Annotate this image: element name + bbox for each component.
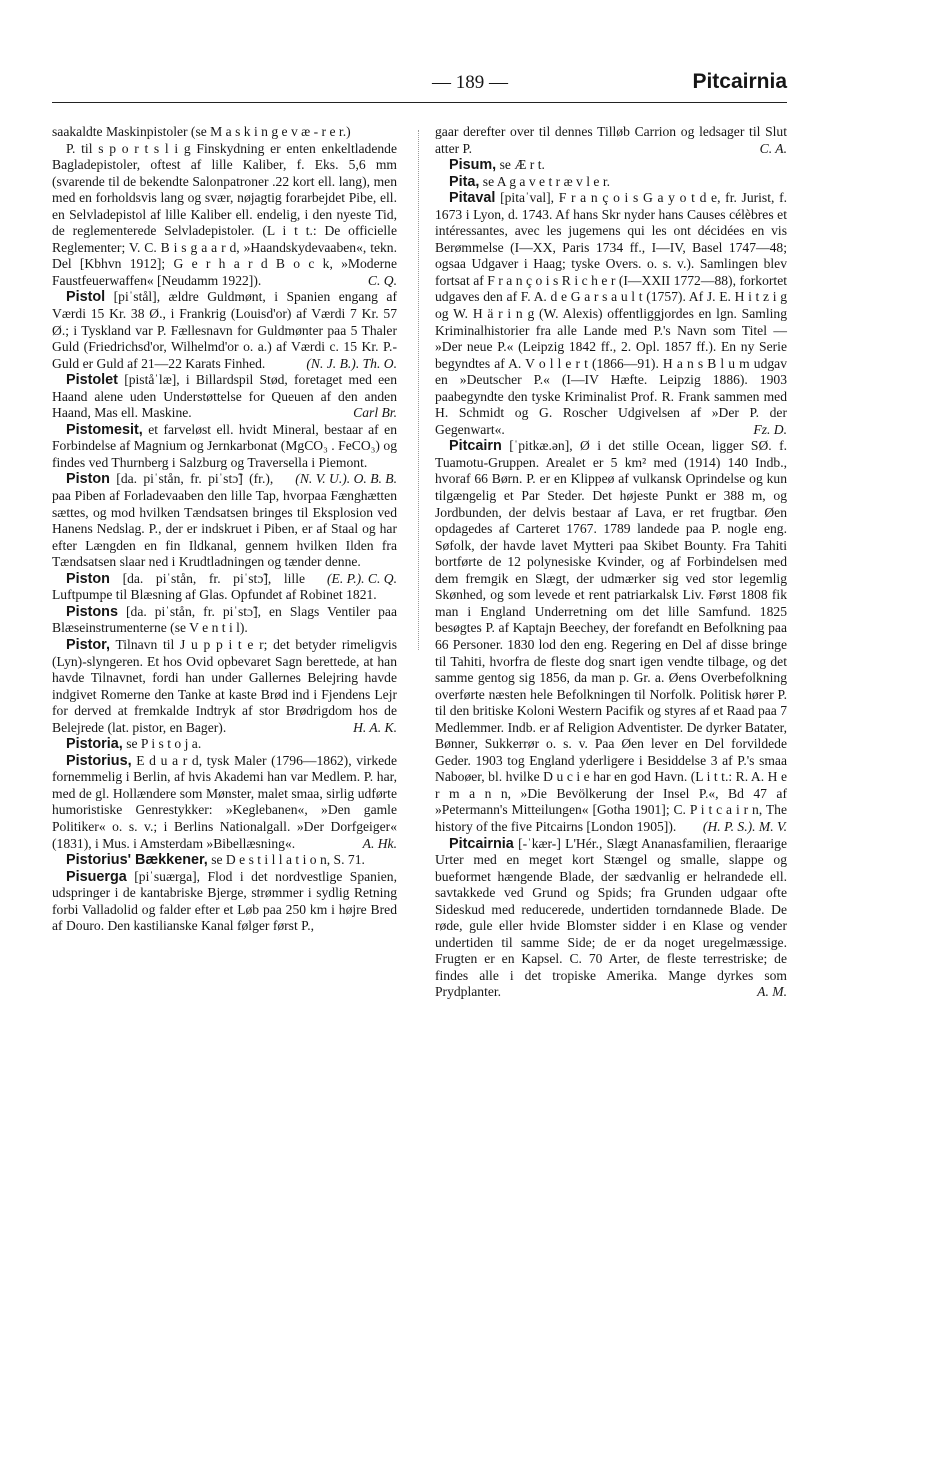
entry-headword: Pitaval (449, 190, 496, 207)
entry-text: [da. piˈstån, fr. piˈstɔ̃], en Slags Ventiler paa Blæseinstrumenterne (se V e n t i l). (52, 603, 397, 636)
dictionary-entry (52, 604, 397, 637)
entry-headword: Pistorius, (66, 752, 132, 769)
entry-text: se Æ r t. (499, 157, 545, 173)
entry-text: et farveløst ell. hvidt Mineral, bestaar af en Forbindelse af Magnium og Jernkarbonat (MgCO₃ . FeCO₃) og findes ved Thurnberg i Salzburg og Traversella i Piemont. (52, 421, 397, 470)
left-column (52, 124, 397, 935)
dictionary-entry (52, 736, 397, 753)
entry-headword: Piston (66, 570, 110, 587)
entry-text: [piståˈlæ], i Billardspil Stød, foretaget med een Haand alene uden Understøttelse for Queuen af den anden Haand, Mas ell. Maskine. (52, 372, 397, 421)
page-number: — 189 — (432, 72, 508, 93)
dictionary-entry (52, 637, 397, 736)
entry-signature: (N. J. B.). Th. O. (306, 355, 397, 371)
entry-signature: (E. P.). C. Q. (327, 570, 397, 586)
entry-text: Tilnavn til J u p p i t e r; det betyder rimeligvis (Lyn)-slyngeren. Et hos Ovid opbevaret Sagn berettede, at han havde Tilnavnet, fordi han under Gallernes Belejring havde indgivet Romerne den Tanke at kaste Brød ind i Fjendens Lejr for derved at fremkalde Indtryk af stor Brødrigdom hos de Belejrede (lat. pistor, en Bager). (52, 636, 397, 735)
entry-headword: Pitcairnia (449, 835, 514, 852)
entry-text: [ˈpitkæ.ən], Ø i det stille Ocean, ligger SØ. f. Tuamotu-Gruppen. Arealet er 5 km² med (1914) 140 Indb., hvoraf 66 Børn. P. er en Klippeø af vulkansk Oprindelse og kun tilgængelig et Par Steder. Det højeste Punkt er 388 m, og Jordbunden, der delvis bestaar af Lava, er ret frugtbar. Øen opdagedes af Carteret 1767. 1789 landede paa P. nogle eng. Søfolk, der havde lavet Mytteri paa Skibet Bounty. Fra Tahiti bortførte de 12 polynesiske Kvinder, og af Forbindelsen med dem fremgik en Slægt, der udmærker sig ved stor legemlig Skønhed, og som levede et rent patriarkalsk Liv. Først 1808 fik man i England Underretning om det lille Samfund. 1825 besøgtes P. af Kaptajn Beechey, der forefandt en Befolkning paa 66 Personer. 1830 lod den eng. Regering en Del af disse bringe til Tahiti, hvorfra de fleste dog snart igen vendte tilbage, og det samme gentog sig 1856, da man p. Gr. a. Øens Overbefolkning overførte næsten hele Befolkningen til Norfolk. Politisk hører P. til den britiske Koloni Western Pacifik og styres af et Raad paa 7 Medlemmer. Indb. er af Religion Adventister. De dyrker Batater, Bønner, Sukkerrør o. s. v. Paa Øen lever en Del forvildede Geder. 1903 tog England yderligere i Besiddelse 3 af P.'s smaa Naboøer, bl. hvilke D u c i e har en god Havn. (L i t t.: R. A. H e r m a n n, »Die Bevölkerung der Insel P.«, Bd 47 af »Petermann's Mitteilungen« [Gotha 1901]; C. P i t c a i r n, The history of the five Pitcairns [London 1905]). (435, 438, 788, 834)
entry-text: se A g a v e t r æ v l e r. (482, 173, 611, 189)
entry-signature: Fz. D. (753, 421, 787, 437)
right-column (435, 124, 787, 1001)
dictionary-entry (52, 869, 397, 935)
entry-signature: (N. V. U.). O. B. B. (295, 471, 397, 487)
entry-signature: C. A. (759, 140, 787, 156)
entry-text: [da. piˈstån, fr. piˈstɔ̃], lille Luftpumpe til Blæsning af Glas. Opfundet af Robinet 1821. (52, 570, 377, 603)
entry-headword: Pistor, (66, 636, 110, 653)
entry-headword: Pisuerga (66, 868, 127, 885)
entry-headword: Piston (66, 471, 110, 488)
header-rule (52, 102, 787, 103)
dictionary-entry (435, 438, 787, 835)
entry-signature: (H. P. S.). M. V. (702, 818, 787, 834)
dictionary-entry (52, 124, 397, 141)
entry-headword: Pistoria, (66, 736, 123, 753)
column-divider (418, 130, 419, 650)
dictionary-entry (52, 372, 397, 422)
dictionary-entry (52, 289, 397, 372)
dictionary-entry (435, 174, 787, 191)
entry-signature: A. Hk. (362, 835, 397, 851)
entry-text: [pitaˈval], F r a n ç o i s G a y o t d e, fr. Jurist, f. 1673 i Lyon, d. 1743. Af hans Skr nyder hans Causes célèbres et intéressantes, avec les jugemens qui les ont décidées en vis Berømmelse (I—XX, Paris 1734 ff., I—IV, Basel 1747—48; ogsaa Udgaver i Haag; tyske Overs. o. s. v.). Samlingen blev fortsat af F r a n ç o i s R i c h e r (I—XXII 1772—88), forkortet udgaves den af F. A. d e G a r s a u l t (1757). Af J. E. H i t z i g og W. H ä r i n g (W. Alexis) offentliggjordes en lgn. Samling Kriminalhistorier fra alle Lande med P.'s Navn som Titel — »Der neue P.« (Leipzig 1842 ff., 2. Opl. 1857 ff.). En ny Serie begyndtes af A. V o l l e r t (1866—91). H a n s B l u m udgav en »Deutscher P.« (I—IV Hæfte. Leipzig 1886). 1903 paabegyndte den tyske Kriminalist Prof. R. Frank sammen med H. Schmidt og G. Roscher Udgivelsen af »Der P. der Gegenwart«. (435, 190, 788, 437)
entry-signature: A. M. (757, 984, 787, 1000)
entry-text: se D e s t i l l a t i o n, S. 71. (211, 852, 365, 868)
dictionary-entry (435, 836, 787, 1001)
entry-headword: Pisum, (449, 157, 497, 174)
entry-text: gaar derefter over til dennes Tilløb Carrion og ledsager til Slut atter P. (435, 124, 787, 156)
entry-text: E d u a r d, tysk Maler (1796—1862), virkede fornemmelig i Berlin, af hvis Akademi han var Medlem. P. har, med de gl. Hollændere som Mønster, malet smaa, sirlig udførte humoristiske Genrestykker: »Keglebanen«, »Den gamle Politiker« o. s. v.; i Berlins Nationalgall. »Der Dorfgeiger« (1831), i Mus. i Amsterdam »Bibellæsning«. (52, 752, 397, 851)
dictionary-entry (435, 157, 787, 174)
entry-headword: Pistol (66, 289, 106, 306)
entry-text: [da. piˈstån, fr. piˈstɔ̃] (fr.), paa Piben af Forladevaaben den lille Tap, hvorpaa Fænghætten sættes, og mod hvilken Tændsatsen bringes til Eksplosion ved Hanens Nedslag. P., der er indskruet i Piben, er af Staal og har efter Længden en fin Ildkanal, gennem hvilken Ilden fra Tændsatsen slaar ned i Krudtladningen og tænder denne. (52, 471, 397, 570)
entry-headword: Pitcairn (449, 438, 502, 455)
entry-text: [-ˈkær-] L'Hér., Slægt Ananasfamilien, fleraarige Urter med en meget kort Stængel og smalle, slappe og bueformet hængende Blade, der sædvanlig er helrandede ell. savtakkede ved Grund og Spids; fra Grunden udgaar ofte Sideskud med reducerede, undertiden torndannede Blade. De røde, gule eller hvide Blomster sidder i en Klase og vender undertiden til samme Side; de er da noget uregelmæssige. Frugten er en Kapsel. C. 70 Arter, de fleste terrestriske; de findes alle i det tropiske Amerika. Mange dyrkes som Prydplanter. (435, 835, 787, 1000)
dictionary-entry (435, 190, 787, 438)
dictionary-entry (52, 852, 397, 869)
entry-signature: Carl Br. (353, 405, 397, 421)
dictionary-entry (52, 753, 397, 852)
entry-headword: Pistorius' Bækkener, (66, 852, 208, 869)
entry-signature: C. Q. (367, 272, 397, 288)
entry-headword: Pita, (449, 173, 480, 190)
entry-text: P. til s p o r t s l i g Finskydning er enten enkeltladende Bagladepistoler, oftest af lille Kaliber, f. Eks. 5,6 mm (svarende til de bekendte Salonpatroner .22 kort ell. lang), men med en forholdsvis lang og svær, nøjagtig forarbejdet Pibe, ell. en Selvladepistol af lille Kaliber ell. endelig, i den nyeste Tid, de reglementerede Selvladepistoler. (L i t t.: De officielle Reglementer; V. C. B i s g a a r d, »Haandskydevaaben«, tekn. Del [Kbhvn 1912]; G e r h a r d B o c k, »Moderne Faustfeuerwaffen« [Neudamm 1922]). (52, 140, 397, 288)
entry-headword: Pistons (66, 603, 118, 620)
entry-signature: H. A. K. (353, 719, 397, 735)
dictionary-entry (435, 124, 787, 157)
entry-text: saakaldte Maskinpistoler (se M a s k i n g e v æ - r e r.) (52, 124, 351, 139)
running-head: Pitcairnia (692, 70, 787, 93)
entry-text: se P i s t o j a. (126, 736, 202, 752)
entry-headword: Pistolet (66, 372, 118, 389)
entry-text: [piˈsuærga], Flod i det nordvestlige Spanien, udspringer i de kantabriske Bjerge, strømmer i sydlig Retning forbi Valladolid og falder efter et Løb paa 250 km i højre Bred af Douro. Den kastilianske Kanal følger først P., (52, 868, 397, 934)
entry-headword: Pistomesit, (66, 421, 143, 438)
dictionary-entry (52, 141, 397, 290)
entry-text: [piˈstål], ældre Guldmønt, i Spanien engang af Værdi 15 Kr. 38 Ø., i Frankrig (Louisd'or) af Værdi 7 Kr. 57 Ø.; i Tyskland var P. Fællesnavn for Guldmønter paa 5 Thaler Guld (Friedrichsd'or, Wilhelmd'or o. a.) af Værdi c. 15 Kr. P.-Guld er Guld af 21—22 Karats Finhed. (52, 289, 397, 371)
page-header (52, 70, 787, 100)
